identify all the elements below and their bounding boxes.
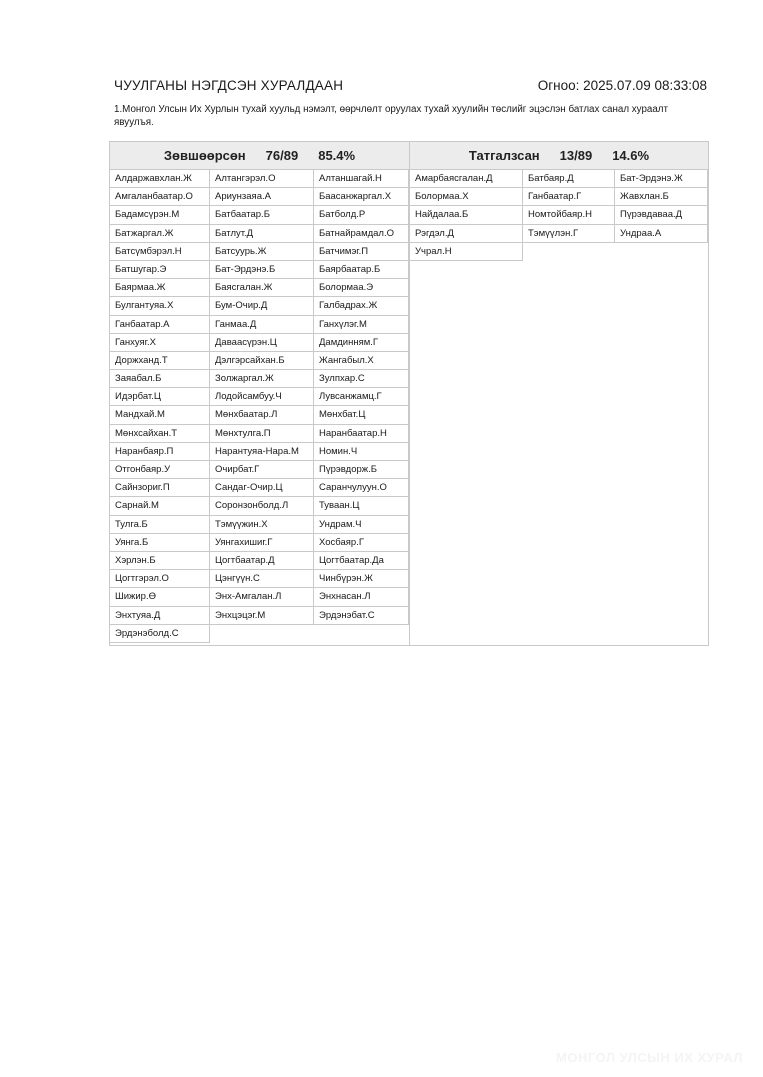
member-name-cell: Лувсанжамц.Г: [314, 388, 409, 406]
member-name-cell: Жангабыл.Х: [314, 352, 409, 370]
member-name-cell: Энхнасан.Л: [314, 588, 409, 606]
member-name-cell: Туваан.Ц: [314, 497, 409, 515]
member-name-cell: Болормаа.Э: [314, 279, 409, 297]
vote-description: 1.Монгол Улсын Их Хурлын тухай хуульд нэмэлт, өөрчлөлт оруулах тухай хуулийн төслийг эцэслэн батлах санал хураалт явуулъя.: [114, 104, 668, 128]
member-name-cell: Батшугар.Э: [110, 261, 210, 279]
member-name-cell: Рэгдэл.Д: [410, 225, 523, 243]
member-name-cell: Учрал.Н: [410, 243, 523, 261]
member-name-cell: Бадамсүрэн.М: [110, 206, 210, 224]
member-name-cell: Батнайрамдал.О: [314, 225, 409, 243]
rejected-header: [410, 142, 708, 170]
member-name-cell: Хосбаяр.Г: [314, 534, 409, 552]
member-name-cell: Соронзонболд.Л: [210, 497, 314, 515]
member-name-cell: Хэрлэн.Б: [110, 552, 210, 570]
rejected-panel: [409, 141, 709, 646]
member-name-cell: Мөнхбаатар.Л: [210, 406, 314, 424]
member-name-cell: Ганхуяг.Х: [110, 334, 210, 352]
member-name-cell: Ариунзаяа.А: [210, 188, 314, 206]
session-title: ЧУУЛГАНЫ НЭГДСЭН ХУРАЛДААН: [114, 78, 344, 93]
member-name-cell: Батсуурь.Ж: [210, 243, 314, 261]
member-name-cell: Бат-Эрдэнэ.Б: [210, 261, 314, 279]
member-name-cell: Эрдэнэболд.С: [110, 625, 210, 643]
session-datetime: Огноо: 2025.07.09 08:33:08: [537, 78, 707, 93]
member-name-cell: Наранбаяр.П: [110, 443, 210, 461]
rejected-percent: 14.6%: [612, 148, 650, 163]
member-name-cell: Эрдэнэбат.С: [314, 607, 409, 625]
member-name-cell: Тэмүүжин.Х: [210, 516, 314, 534]
member-name-cell: Болормаа.Х: [410, 188, 523, 206]
member-name-cell: Батбаяр.Д: [523, 170, 615, 188]
member-name-cell: Цэнгүүн.С: [210, 570, 314, 588]
member-name-cell: Энхтуяа.Д: [110, 607, 210, 625]
member-name-cell: Тулга.Б: [110, 516, 210, 534]
member-name-cell: Бум-Очир.Д: [210, 297, 314, 315]
approved-count: 76/89: [265, 148, 299, 163]
member-name-cell: Цогтбаатар.Д: [210, 552, 314, 570]
page-header: [114, 78, 707, 96]
member-name-cell: Алтангэрэл.О: [210, 170, 314, 188]
member-name-cell: Мөнхтулга.П: [210, 425, 314, 443]
member-name-cell: Отгонбаяр.У: [110, 461, 210, 479]
member-name-cell: Зулпхар.С: [314, 370, 409, 388]
member-name-cell: Ундрам.Ч: [314, 516, 409, 534]
approved-label: Зөвшөөрсөн: [163, 148, 246, 163]
member-name-cell: Мөнхбат.Ц: [314, 406, 409, 424]
member-name-cell: Золжаргал.Ж: [210, 370, 314, 388]
member-name-cell: Пүрэвдорж.Б: [314, 461, 409, 479]
member-name-cell: Бат-Эрдэнэ.Ж: [615, 170, 708, 188]
member-name-cell: Цогтгэрэл.О: [110, 570, 210, 588]
member-name-cell: Чинбүрэн.Ж: [314, 570, 409, 588]
member-name-cell: Ундраа.А: [615, 225, 708, 243]
member-name-cell: Найдалаа.Б: [410, 206, 523, 224]
member-name-cell: Лодойсамбуу.Ч: [210, 388, 314, 406]
rejected-count: 13/89: [559, 148, 593, 163]
member-name-cell: Наранбаатар.Н: [314, 425, 409, 443]
member-name-cell: Нарантуяа-Нара.М: [210, 443, 314, 461]
member-name-cell: Цогтбаатар.Да: [314, 552, 409, 570]
member-name-cell: Ганмаа.Д: [210, 316, 314, 334]
member-name-cell: Булгантуяа.Х: [110, 297, 210, 315]
member-name-cell: Батжаргал.Ж: [110, 225, 210, 243]
member-name-cell: Доржханд.Т: [110, 352, 210, 370]
rejected-label: Татгалзсан: [468, 148, 540, 163]
member-name-cell: Сандаг-Очир.Ц: [210, 479, 314, 497]
member-name-cell: Галбадрах.Ж: [314, 297, 409, 315]
member-name-cell: Баярбаатар.Б: [314, 261, 409, 279]
member-name-cell: Сарнай.М: [110, 497, 210, 515]
member-name-cell: Номтойбаяр.Н: [523, 206, 615, 224]
approved-panel: [109, 141, 410, 646]
approved-header: [110, 142, 409, 170]
member-name-cell: Батбаатар.Б: [210, 206, 314, 224]
member-name-cell: Идэрбат.Ц: [110, 388, 210, 406]
member-name-cell: Саранчулуун.О: [314, 479, 409, 497]
member-name-cell: Шижир.Ө: [110, 588, 210, 606]
member-name-cell: Сайнзориг.П: [110, 479, 210, 497]
member-name-cell: Уянга.Б: [110, 534, 210, 552]
member-name-cell: Батлут.Д: [210, 225, 314, 243]
member-name-cell: Жавхлан.Б: [615, 188, 708, 206]
rejected-names-grid: [410, 170, 708, 261]
member-name-cell: Очирбат.Г: [210, 461, 314, 479]
member-name-cell: Баасанжаргал.Х: [314, 188, 409, 206]
member-name-cell: Алдаржавхлан.Ж: [110, 170, 210, 188]
member-name-cell: Заяабал.Б: [110, 370, 210, 388]
member-name-cell: Батболд.Р: [314, 206, 409, 224]
member-name-cell: Амгаланбаатар.О: [110, 188, 210, 206]
member-name-cell: Пүрэвдаваа.Д: [615, 206, 708, 224]
member-name-cell: Мөнхсайхан.Т: [110, 425, 210, 443]
member-name-cell: Номин.Ч: [314, 443, 409, 461]
member-name-cell: Дамдинням.Г: [314, 334, 409, 352]
watermark: МОНГОЛ УЛСЫН ИХ ХУРАЛ: [556, 1050, 743, 1065]
member-name-cell: Батчимэг.П: [314, 243, 409, 261]
member-name-cell: Тэмүүлэн.Г: [523, 225, 615, 243]
approved-percent: 85.4%: [318, 148, 356, 163]
approved-names-grid: [110, 170, 409, 643]
member-name-cell: Баярмаа.Ж: [110, 279, 210, 297]
member-name-cell: Батсүмбэрэл.Н: [110, 243, 210, 261]
member-name-cell: Энхцэцэг.М: [210, 607, 314, 625]
member-name-cell: Дэлгэрсайхан.Б: [210, 352, 314, 370]
member-name-cell: Даваасүрэн.Ц: [210, 334, 314, 352]
member-name-cell: Баясгалан.Ж: [210, 279, 314, 297]
member-name-cell: Уянгахишиг.Г: [210, 534, 314, 552]
member-name-cell: Ганбаатар.А: [110, 316, 210, 334]
member-name-cell: Амарбаясгалан.Д: [410, 170, 523, 188]
member-name-cell: Мандхай.М: [110, 406, 210, 424]
member-name-cell: Алтаншагай.Н: [314, 170, 409, 188]
member-name-cell: Ганбаатар.Г: [523, 188, 615, 206]
member-name-cell: Энх-Амгалан.Л: [210, 588, 314, 606]
member-name-cell: Ганхүлэг.М: [314, 316, 409, 334]
